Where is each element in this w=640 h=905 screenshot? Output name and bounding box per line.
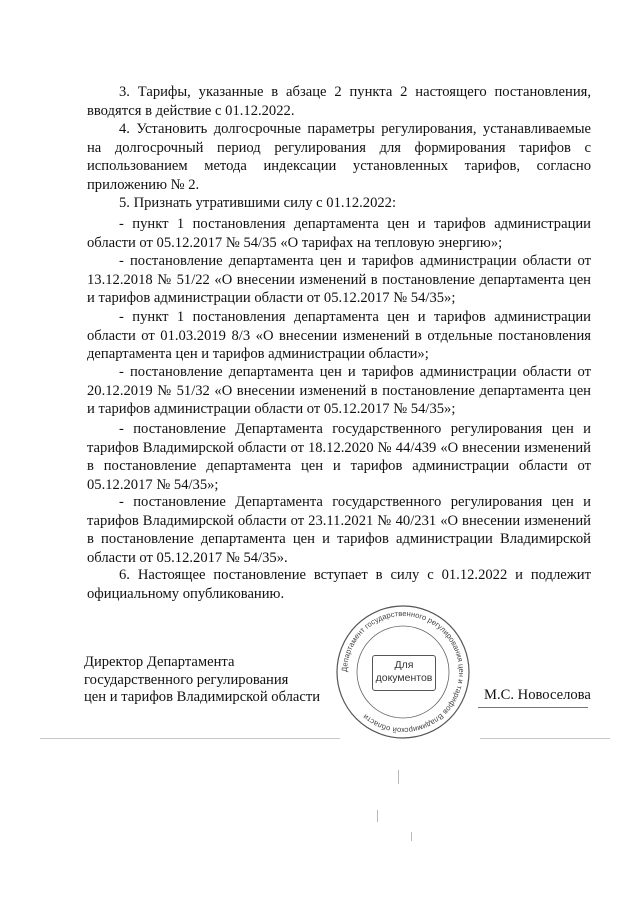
list-item: - постановление Департамента государственного регулирования цен и тарифов Владимирской области от 18.12.2020 № 44/439 «О внесении изменений в постановление департамента цен и тарифов администрации области от 05.12.2017 № 54/35»;: [87, 421, 591, 493]
scan-artifact-mark: [377, 810, 378, 822]
list-item: - постановление департамента цен и тарифов администрации области от 13.12.2018 № 51/22 «О внесении изменений в постановление департамента цен и тарифов администрации области от 05.12.2017 № 54/35»;: [87, 253, 591, 307]
list-item: - постановление Департамента государственного регулирования цен и тарифов Владимирской области от 23.11.2021 № 40/231 «О внесении изменений в постановление департамента цен и тарифов администрации Владимирской области от 05.12.2017 № 54/35».: [87, 494, 591, 566]
scan-artifact-mark: [398, 770, 399, 784]
paragraph-5: 5. Признать утратившими силу с 01.12.2022:: [119, 195, 397, 211]
list-item: - постановление департамента цен и тарифов администрации области от 20.12.2019 № 51/32 «О внесении изменений в постановление департамента цен и тарифов администрации области от 05.12.2017 № 54/35»;: [87, 364, 591, 418]
seal-center-line: документов: [375, 672, 433, 684]
seal-center-label: [372, 655, 436, 691]
paragraph-3: 3. Тарифы, указанные в абзаце 2 пункта 2 настоящего постановления, вводятся в действие с 01.12.2022.: [87, 84, 591, 119]
paragraph-4: 4. Установить долгосрочные параметры регулирования, устанавливаемые на долгосрочный период регулирования для формирования тарифов с использованием метода индексации установленных тарифов, согласно приложению № 2.: [87, 121, 591, 193]
signature-block: [84, 654, 320, 707]
seal-ring-text: Департамент государственного регулирования цен и тарифов Владимирской области: [339, 608, 467, 736]
scan-artifact-line: [480, 738, 610, 739]
seal-center-line: Для: [394, 659, 414, 671]
list-item: - пункт 1 постановления департамента цен и тарифов администрации области от 05.12.2017 № 54/35 «О тарифах на тепловую энергию»;: [87, 216, 591, 251]
signer-name: М.С. Новоселова: [484, 687, 591, 703]
paragraph-6: 6. Настоящее постановление вступает в силу с 01.12.2022 и подлежит официальному опубликованию.: [87, 567, 591, 602]
signer-title-line: Директор Департамента: [84, 654, 235, 670]
signer-title-line: цен и тарифов Владимирской области: [84, 689, 321, 705]
signature-underline: [478, 707, 588, 708]
scan-artifact-mark: [411, 832, 412, 841]
signer-title-line: государственного регулирования: [84, 671, 289, 688]
scan-artifact-line: [40, 738, 340, 739]
list-item: - пункт 1 постановления департамента цен и тарифов администрации области от 01.03.2019 8/3 «О внесении изменений в отдельные постановления департамента цен и тарифов администрации области»;: [87, 309, 591, 363]
